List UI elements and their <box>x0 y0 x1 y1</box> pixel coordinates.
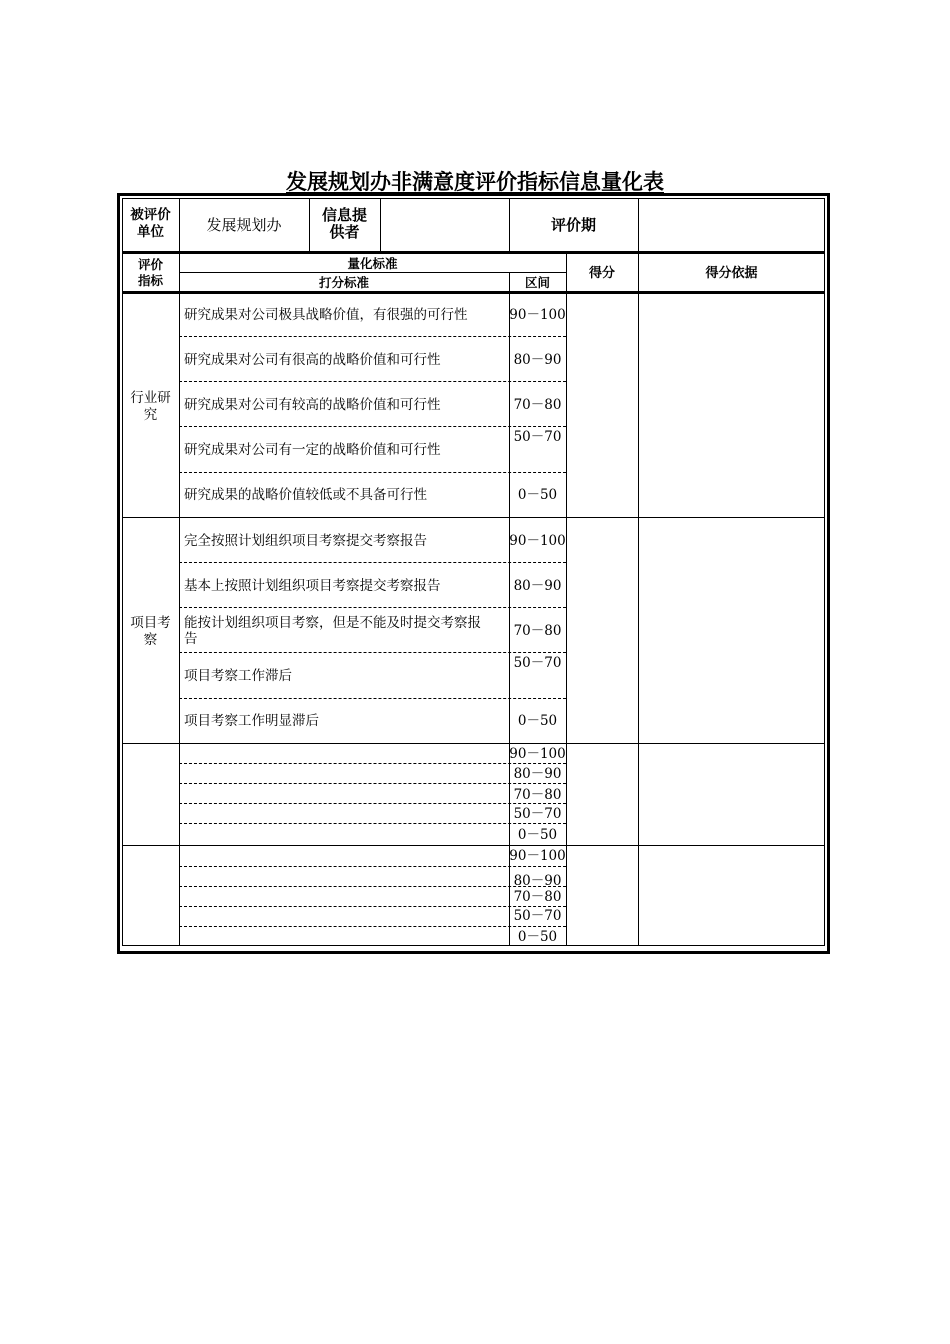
range-value: 80－90 <box>513 578 562 594</box>
range-value: 90－100 <box>509 533 566 549</box>
criterion-text: 研究成果对公司极具战略价值，有很强的可行性 <box>184 307 468 323</box>
evaluated-unit-label <box>122 207 179 241</box>
criterion-text-wrap: 告 <box>184 631 198 647</box>
criterion-text: 研究成果的战略价值较低或不具备可行性 <box>184 487 427 503</box>
provider-label-line1: 信息提 <box>321 206 367 224</box>
quant-standard-header: 量化标准 <box>347 256 398 271</box>
range-value: 0－50 <box>517 713 558 729</box>
page-title: 发展规划办非满意度评价指标信息量化表 <box>286 170 664 194</box>
range-value: 0－50 <box>517 929 558 945</box>
range-value: 70－80 <box>513 787 562 803</box>
criterion-text: 能按计划组织项目考察，但是不能及时提交考察报 <box>184 615 481 631</box>
range-header: 区间 <box>524 275 550 290</box>
indicator-project-inspection-line2: 察 <box>143 632 158 648</box>
range-value: 50－70 <box>513 908 562 924</box>
criterion-text: 项目考察工作滞后 <box>184 668 292 684</box>
provider-label <box>309 207 380 241</box>
range-value: 70－80 <box>513 397 562 413</box>
score-basis-header: 得分依据 <box>705 266 758 281</box>
range-value: 80－90 <box>513 766 562 782</box>
range-value: 90－100 <box>509 848 566 864</box>
criterion-text: 基本上按照计划组织项目考察提交考察报告 <box>184 578 441 594</box>
evaluated-unit-label-line2: 单位 <box>137 224 164 240</box>
range-value: 50－70 <box>513 429 562 445</box>
criterion-text: 研究成果对公司有很高的战略价值和可行性 <box>184 352 441 368</box>
indicator-header-line1: 评价 <box>137 257 163 272</box>
provider-label-line2: 供者 <box>329 223 360 241</box>
period-label: 评价期 <box>550 216 596 234</box>
criterion-text: 项目考察工作明显滞后 <box>184 713 319 729</box>
criterion-text: 研究成果对公司有较高的战略价值和可行性 <box>184 397 441 413</box>
evaluation-table <box>117 193 830 954</box>
indicator-project-inspection-line1: 项目考 <box>130 615 171 631</box>
criterion-text: 完全按照计划组织项目考察提交考察报告 <box>184 533 427 549</box>
indicator-industry-research <box>122 390 179 424</box>
range-value: 70－80 <box>513 623 562 639</box>
range-value: 80－90 <box>513 873 562 889</box>
indicator-header <box>122 257 179 289</box>
range-value: 0－50 <box>517 487 558 503</box>
range-value: 50－70 <box>513 806 562 822</box>
evaluated-unit-value: 发展规划办 <box>206 216 282 234</box>
range-value: 50－70 <box>513 655 562 671</box>
indicator-project-inspection <box>122 615 179 649</box>
range-value: 90－100 <box>509 307 566 323</box>
scoring-standard-header: 打分标准 <box>318 275 369 290</box>
indicator-header-line2: 指标 <box>137 273 163 288</box>
score-header: 得分 <box>588 266 615 281</box>
indicator-industry-research-line1: 行业研 <box>130 390 171 406</box>
criterion-text: 研究成果对公司有一定的战略价值和可行性 <box>184 442 441 458</box>
range-value: 0－50 <box>517 827 558 843</box>
indicator-industry-research-line2: 究 <box>143 407 158 423</box>
range-value: 90－100 <box>509 746 566 762</box>
range-value: 70－80 <box>513 889 562 905</box>
evaluated-unit-label-line1: 被评价 <box>130 207 171 223</box>
range-value: 80－90 <box>513 352 562 368</box>
